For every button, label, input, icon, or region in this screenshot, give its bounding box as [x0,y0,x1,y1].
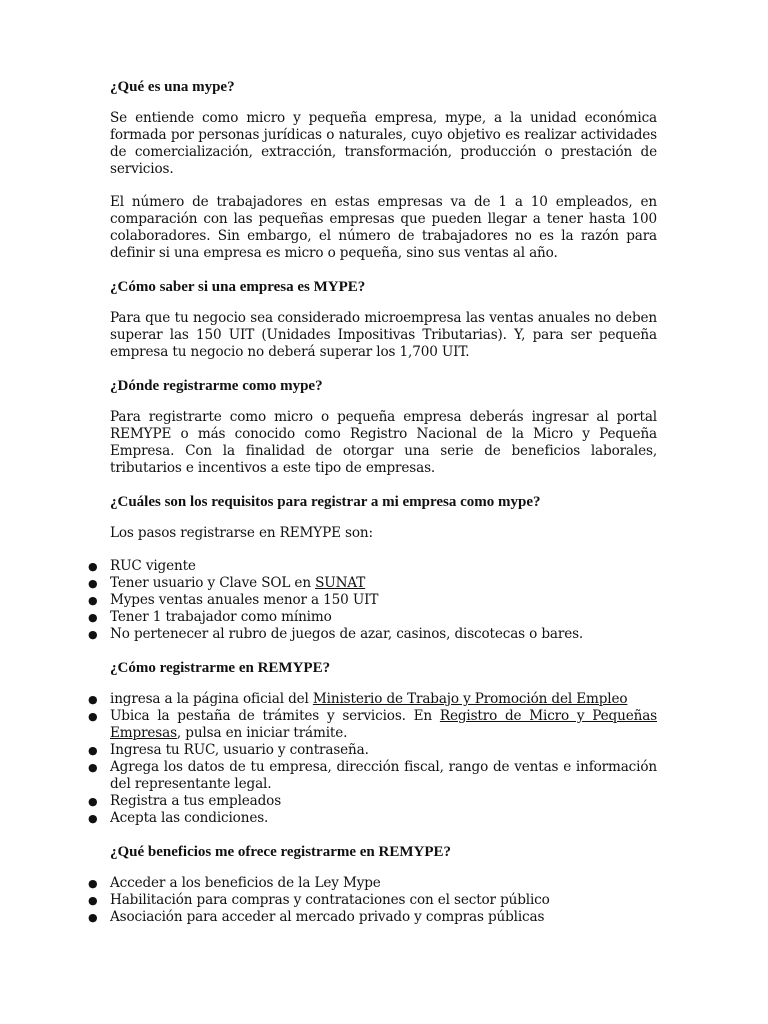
sunat-link[interactable]: SUNAT [315,575,366,591]
bullet-icon: ● [88,628,98,641]
list-item: ● Agrega los datos de tu empresa, dirección fiscal, rango de ventas e información del representante legal. [88,759,657,792]
list-item: ● No pertenecer al rubro de juegos de azar, casinos, discotecas o bares. [88,626,584,642]
bullet-icon: ● [88,744,98,757]
bullet-icon: ● [88,560,98,573]
paragraph: Se entiende como micro y pequeña empresa, mype, a la unidad económica formada por personas jurídicas o naturales, cuyo objetivo es realizar actividades de comercialización, extracción, transformación, producción o prestación de servicios. [110,110,657,177]
ministerio-link[interactable]: Ministerio de Trabajo y Promoción del Empleo [312,691,628,707]
registro-link[interactable]: Registro de Micro y Pequeñas Empresas [110,708,657,741]
list-item: ● Mypes ventas anuales menor a 150 UIT [88,592,379,608]
section-heading: ¿Cómo registrarme en REMYPE? [110,660,331,676]
list-item: ● RUC vigente [88,558,196,574]
bullet-icon: ● [88,594,98,607]
section-heading: ¿Qué es una mype? [110,79,235,95]
list-item: ● Asociación para acceder al mercado privado y compras públicas [88,909,545,925]
bullet-icon: ● [88,761,98,774]
benefits-list [88,875,657,926]
bullet-icon: ● [88,877,98,890]
paragraph: Los pasos registrarse en REMYPE son: [110,525,373,541]
bullet-icon: ● [88,795,98,808]
bullet-icon: ● [88,812,98,825]
requirements-list [88,558,657,643]
bullet-icon: ● [88,693,98,706]
list-item: ● Acceder a los beneficios de la Ley Mype [88,875,381,891]
section-heading: ¿Cuáles son los requisitos para registrar a mi empresa como mype? [110,494,541,510]
paragraph: Para que tu negocio sea considerado microempresa las ventas anuales no deben superar las 150 UIT (Unidades Impositivas Tributarias). Y, para ser pequeña empresa tu negocio no deberá superar los 1,700 UIT. [110,310,657,360]
bullet-icon: ● [88,577,98,590]
list-item: ● Tener usuario y Clave SOL en SUNAT [88,575,366,591]
paragraph: El número de trabajadores en estas empresas va de 1 a 10 empleados, en comparación con las pequeñas empresas que pueden llegar a tener hasta 100 colaboradores. Sin embargo, el número de trabajadores no es la razón para definir si una empresa es micro o pequeña, sino sus ventas al año. [110,194,657,261]
section-heading: ¿Qué beneficios me ofrece registrarme en REMYPE? [110,844,452,860]
list-item: ● Registra a tus empleados [88,793,282,809]
list-item: ● ingresa a la página oficial del Ministerio de Trabajo y Promoción del Empleo [88,691,628,707]
section-heading: ¿Dónde registrarme como mype? [110,378,323,394]
list-item: ● Ingresa tu RUC, usuario y contraseña. [88,742,369,758]
document-body [88,78,657,926]
list-item: ● Ubica la pestaña de trámites y servicios. En Registro de Micro y Pequeñas Empresas, pulsa en iniciar trámite. [88,708,657,741]
steps-list [88,691,657,827]
section-heading: ¿Cómo saber si una empresa es MYPE? [110,279,366,295]
bullet-icon: ● [88,611,98,624]
paragraph: Para registrarte como micro o pequeña empresa deberás ingresar al portal REMYPE o más conocido como Registro Nacional de la Micro y Pequeña Empresa. Con la finalidad de otorgar una serie de beneficios laborales, tributarios e incentivos a este tipo de empresas. [110,409,657,476]
bullet-icon: ● [88,894,98,907]
list-item: ● Habilitación para compras y contrataciones con el sector público [88,892,550,908]
list-item: ● Acepta las condiciones. [88,810,269,826]
bullet-icon: ● [88,911,98,924]
list-item: ● Tener 1 trabajador como mínimo [88,609,332,625]
bullet-icon: ● [88,710,98,723]
